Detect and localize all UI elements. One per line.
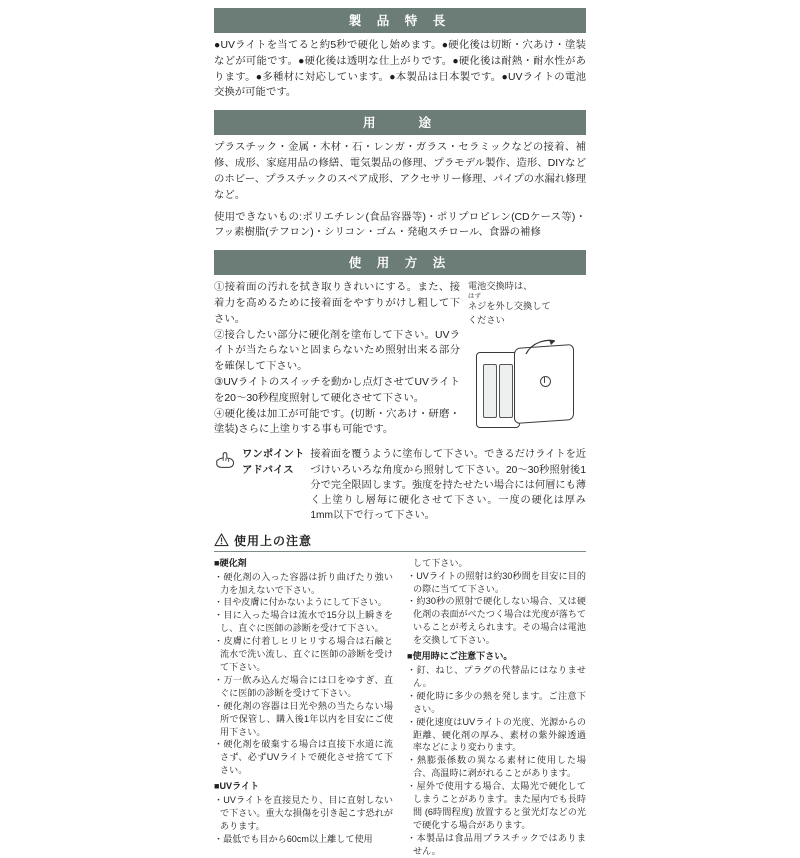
caution-item: ・最低でも目から60cm以上離して使用 (214, 833, 373, 844)
caution-subheading: ■使用時にご注意下さい。 (407, 651, 513, 662)
battery-icon (499, 364, 513, 418)
caution-item: ・目や皮膚に付かないようにして下さい。 (214, 597, 387, 608)
caution-subheading: ■硬化剤 (214, 557, 247, 568)
caution-item: ・UVライトの照射は約30秒間を目安に目的の際に当てて下さい。 (407, 570, 586, 594)
howto-heading: 使 用 方 法 (214, 250, 586, 275)
uses-section (214, 110, 586, 241)
caution-item: ・硬化時に多少の熱を発します。ご注意下さい。 (407, 690, 586, 714)
warning-triangle-icon (214, 533, 229, 547)
caution-item: ・硬化剤を破棄する場合は直接下水道に流さず、必ずUVライトで硬化させ捨てて下さい。 (214, 739, 393, 776)
caution-columns (214, 557, 586, 858)
caution-item: ・硬化剤の入った容器は折り曲げたり強い力を加えないで下さい。 (214, 571, 393, 595)
uses-body-exclusions: 使用できないもの:ポリエチレン(食品容器等)・ポリプロピレン(CDケース等)・フッ素樹脂(テフロン)・シリコン・ゴム・発砲スチロール、食器の補修 (214, 211, 586, 239)
caution-column-left (214, 557, 393, 858)
features-section (214, 8, 586, 101)
caution-section (214, 532, 586, 858)
howto-content (214, 280, 586, 438)
one-point-advice (214, 447, 586, 523)
howto-step-2: ②接合したい部分に硬化剤を塗布して下さい。UVライトが当たらないと固まらないため照射出来る部分を確保して下さい。 (214, 329, 460, 373)
advice-title (242, 447, 304, 478)
caution-column-right (407, 557, 586, 858)
caution-item: ・釘、ねじ、プラグの代替品にはなりません。 (407, 664, 586, 688)
caution-item: ・UVライトを直接見たり、目に直射しないで下さい。重大な損傷を引き起こす恐れがあります。 (214, 795, 393, 831)
pointing-hand-icon (214, 447, 236, 476)
caution-heading-row (214, 532, 586, 552)
howto-step-4: ④硬化後は加工が可能です。(切断・穴あけ・研磨・塗装)さらに上塗りする事も可能です。 (214, 408, 460, 436)
caution-heading: 使用上の注意 (234, 533, 313, 548)
howto-steps (214, 280, 460, 438)
battery-icon (483, 364, 497, 418)
advice-body: 接着面を覆うように塗布して下さい。できるだけライトを近づけいろいろな角度から照射して下さい。20〜30秒照射後1分で完全限固します。強度を持たせたい場合には何層にも薄く上塗りし層毎に硬化させて下さい。一度の硬化は厚み1mm以下で行って下さい。 (310, 449, 586, 522)
caution-item: ・万一飲み込んだ場合には口をゆすぎ、直ぐに医師の診断を受けて下さい。 (214, 674, 393, 698)
screw-icon (540, 376, 551, 387)
features-heading: 製 品 特 長 (214, 8, 586, 33)
caution-item: ・約30秒の照射で硬化しない場合、又は硬化剤の表面がべたつく場合は光度が落ちていることが考えられます。その場合は電池を交換して下さい。 (407, 596, 586, 646)
caution-item: ・目に入った場合は流水で15分以上瞬きをし、直ぐに医師の診断を受けて下さい。 (214, 610, 393, 634)
caution-item: ・皮膚に付着しヒリヒリする場合は石鹸と流水で洗い流し、直ぐに医師の診断を受けて下さい。 (214, 636, 393, 672)
battery-note-line-3: ください (468, 314, 505, 325)
advice-title-line-2: アドバイス (242, 464, 294, 476)
caution-subheading: ■UVライト (214, 781, 260, 792)
caution-item: ・硬化剤の容器は日光や熱の当たらない場所で保管し、購入後1年以内を目安にご使用下さい。 (214, 700, 393, 737)
howto-step-3: ③UVライトのスイッチを動かし点灯させてUVライトを20〜30秒程度照射して硬化させて下さい。 (214, 377, 460, 404)
advice-title-line-1: ワンポイント (242, 449, 305, 461)
caution-item: ・熱膨張係数の異なる素材に使用した場合、高温時に剥がれることがあります。 (407, 755, 586, 779)
features-body: ●UVライトを当てると約5秒で硬化し始めます。●硬化後は切断・穴あけ・塗装などが可能です。●硬化後は透明な仕上がりです。●硬化後は耐熱・耐水性があります。●多種材に対応しています。●本製品は日本製です。●UVライトの電池交換が可能です。 (214, 40, 586, 99)
arrow-icon (524, 338, 558, 356)
battery-note-line-1: 電池交換時は、 (468, 281, 533, 292)
howto-step-1: ①接着面の汚れを拭き取りきれいにする。また、接着力を高めるために接着面をやすりがけし粗して下さい。 (214, 282, 460, 325)
caution-item-continuation: して下さい。 (413, 557, 468, 568)
uses-heading: 用 途 (214, 110, 586, 135)
howto-section (214, 250, 586, 438)
battery-replacement-note (468, 280, 586, 438)
battery-note-ruby: はず (468, 292, 482, 300)
caution-item: ・屋外で使用する場合、太陽光で硬化してしまうことがあります。また屋内でも長時間 (6時間程度) 放置すると蛍光灯などの光で硬化する場合があります。 (407, 781, 586, 830)
uv-light-illustration (468, 332, 580, 428)
uses-body-primary: プラスチック・金属・木材・石・レンガ・ガラス・セラミックなどの接着、補修、成形、家庭用品の修繕、電気製品の修理、プラモデル製作、造形、DIYなどのホビー、プラスチックのスペア成形、アクセサリー修理、パイプの水漏れ修理など。 (214, 142, 586, 201)
sheet (214, 8, 586, 858)
caution-item: ・硬化速度はUVライトの光度、光源からの距離、硬化剤の厚み、素材の紫外線透過率などにより変わります。 (407, 716, 586, 753)
caution-item: ・本製品は食品用プラスチックではありません。 (407, 832, 586, 856)
battery-note-line-2: ネジを外し交換して (468, 301, 551, 312)
